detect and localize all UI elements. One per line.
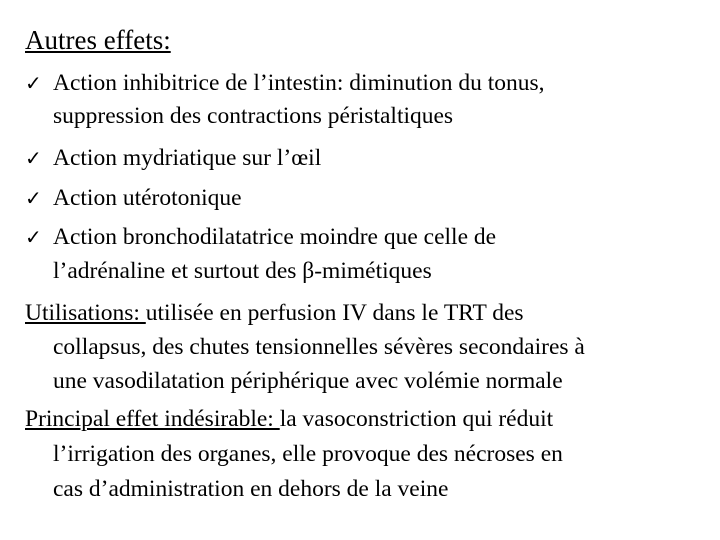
bullet-text: Action inhibitrice de l’intestin: diminution du tonus, [53,70,545,96]
checkmark-icon: ✓ [25,186,42,210]
side-effect-text: la vasoconstriction qui réduit [279,406,554,432]
slide-title: Autres effets: [25,25,171,55]
bullet-item [25,68,545,98]
bullet-text: Action mydriatique sur l’œil [53,145,322,171]
side-effect-paragraph [25,404,553,434]
bullet-text: Action utérotonique [53,185,242,211]
utilisations-text: utilisée en perfusion IV dans le TRT des [145,300,524,326]
utilisations-text-continuation: collapsus, des chutes tensionnelles sévères secondaires à [53,334,585,360]
bullet-item [25,183,242,213]
checkmark-icon: ✓ [25,225,42,249]
utilisations-paragraph [25,298,524,328]
side-effect-text-continuation: l’irrigation des organes, elle provoque des nécroses en [53,441,563,467]
bullet-text-continuation: l’adrénaline et surtout des β-mimétiques [53,258,432,284]
checkmark-icon: ✓ [25,146,42,170]
bullet-text-continuation: suppression des contractions péristaltiques [53,103,454,129]
checkmark-icon: ✓ [25,71,42,95]
side-effect-text-continuation: cas d’administration en dehors de la veine [53,476,449,502]
bullet-item [25,222,496,252]
side-effect-label: Principal effet indésirable: [25,406,280,432]
bullet-text: Action bronchodilatatrice moindre que celle de [53,224,497,250]
utilisations-text-continuation: une vasodilatation périphérique avec volémie normale [53,368,563,394]
utilisations-label: Utilisations: [25,300,146,326]
bullet-item [25,143,321,173]
